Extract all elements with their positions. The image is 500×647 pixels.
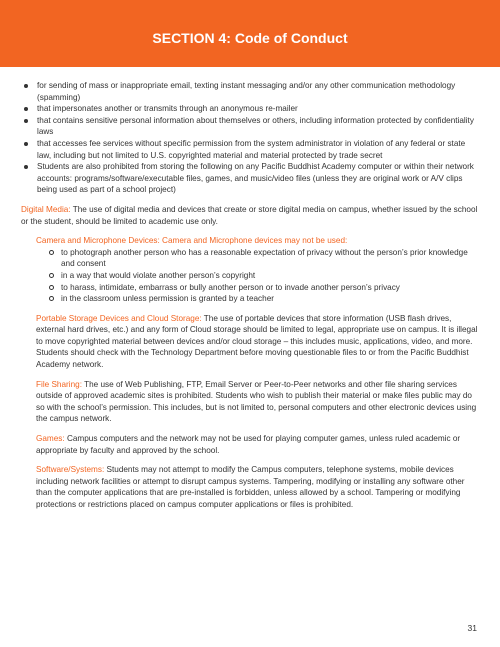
list-item: to photograph another person who has a reasonable expectation of privacy without the person’s prior knowledge and consent (58, 247, 481, 270)
games-paragraph (36, 433, 481, 456)
list-item: in the classroom unless permission is granted by a teacher (58, 293, 481, 305)
file-sharing-heading: File Sharing: (36, 379, 82, 389)
prohibited-use-list (21, 80, 481, 196)
digital-media-heading: Digital Media: (21, 204, 71, 214)
software-heading: Software/Systems: (36, 465, 105, 475)
section-title: SECTION 4: Code of Conduct (152, 29, 348, 46)
digital-media-text: The use of digital media and devices that create or store digital media on campus, whether issued by the school or the student, should be limited to academic use only. (21, 204, 478, 226)
section-header-bar (0, 0, 500, 67)
file-sharing-paragraph (36, 379, 481, 425)
list-item: that contains sensitive personal information about themselves or others, including information protected by confidentiality laws (33, 115, 481, 138)
page-number: 31 (467, 623, 477, 633)
camera-restrictions-list (36, 247, 481, 305)
software-text: Students may not attempt to modify the Campus computers, telephone systems, mobile devices including network facilities or attempt to disrupt campus systems. Tampering, modifying or installing any software other than the computer applications that are pre-installed is forbidden, unless allowed by a school. Tampering or modifying protections or restrictions placed on campus computer applications or files is prohibited. (36, 465, 465, 509)
camera-section (36, 235, 481, 305)
list-item: that accesses fee services without specific permission from the system administrator in violation of any federal or state law, including but not limited to U.S. copyrighted material and material protected by trade secret (33, 138, 481, 161)
list-item: to harass, intimidate, embarrass or bully another person or to invade another person’s privacy (58, 282, 481, 294)
camera-heading: Camera and Microphone Devices: Camera and Microphone devices may not be used: (36, 236, 348, 246)
list-item: that impersonates another or transmits through an anonymous re-mailer (33, 103, 481, 115)
software-paragraph (36, 464, 481, 510)
page-content (21, 80, 481, 511)
list-item: in a way that would violate another person’s copyright (58, 270, 481, 282)
portable-storage-text: The use of portable devices that store information (USB flash drives, external hard drives, etc.) and any form of Cloud storage should be limited to legal, appropriate use on campus. It is illegal to move copyrighted material between devices and/or cloud storage – this includes music, applications, video, and more. Students should check with the Technology Department before moving questionable files to or from the Pacific Buddhist Academy network. (36, 313, 478, 370)
list-item: for sending of mass or inappropriate email, texting instant messaging and/or any other communication methodology (spamming) (33, 80, 481, 103)
list-item: Students are also prohibited from storing the following on any Pacific Buddhist Academy computer or within their network accounts: programs/software/executable files, games, and music/video files (unless they are original work or A/V clips being used as part of a school project) (33, 161, 481, 196)
digital-media-paragraph (21, 204, 481, 227)
portable-storage-heading: Portable Storage Devices and Cloud Storage: (36, 313, 202, 323)
games-heading: Games: (36, 434, 65, 444)
file-sharing-text: The use of Web Publishing, FTP, Email Server or Peer-to-Peer networks and other file sharing services outside of approved academic sites is prohibited. Students who wish to publish their material or make files public may do so with the school’s permission. This includes, but is not limited to, personal computers and other electronic devices using the campus network. (36, 379, 477, 424)
portable-storage-paragraph (36, 313, 481, 371)
games-text: Campus computers and the network may not be used for playing computer games, unless ruled academic or appropriate by faculty and approved by the school. (36, 434, 461, 455)
